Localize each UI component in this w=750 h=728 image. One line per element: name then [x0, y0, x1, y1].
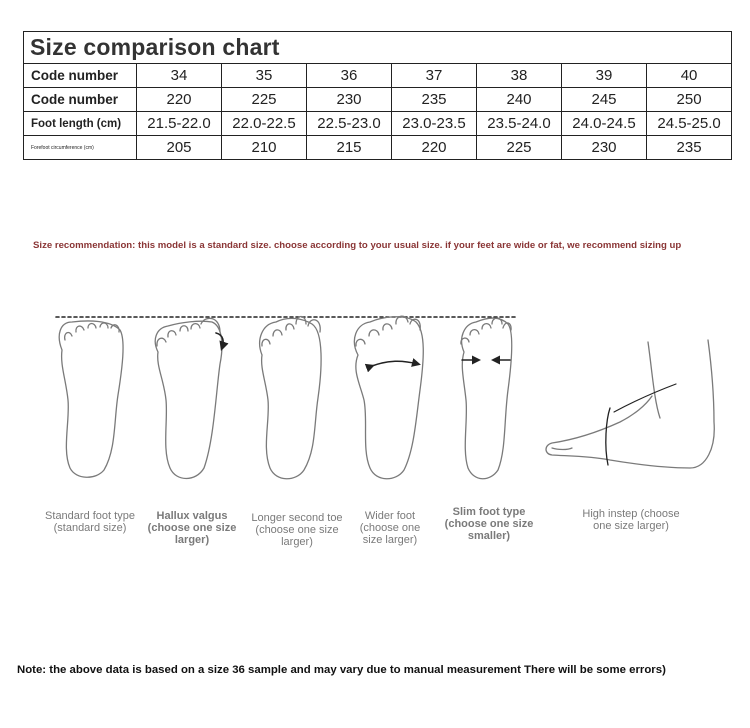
table-cell: 230	[307, 88, 392, 112]
table-cell: 215	[307, 136, 392, 160]
table-row	[24, 64, 732, 88]
table-cell: 230	[562, 136, 647, 160]
table-cell: 220	[392, 136, 477, 160]
caption-high-instep: High instep (choose one size larger)	[582, 508, 680, 532]
size-recommendation: Size recommendation: this model is a standard size. choose according to your usual size. if your feet are wide or fat, we recommend sizing up	[33, 240, 682, 251]
table-row	[24, 112, 732, 136]
table-cell: 250	[647, 88, 732, 112]
foot-types-illustration	[0, 300, 750, 490]
table-cell: 38	[477, 64, 562, 88]
table-cell: 22.0-22.5	[222, 112, 307, 136]
caption-standard-foot: Standard foot type (standard size)	[45, 510, 135, 534]
table-cell: 205	[137, 136, 222, 160]
table-cell: 225	[222, 88, 307, 112]
measurement-note: Note: the above data is based on a size 36 sample and may vary due to manual measurement There will be some errors)	[17, 664, 666, 676]
wider-foot-icon	[354, 316, 423, 479]
caption-wider-foot: Wider foot (choose one size larger)	[359, 510, 421, 546]
table-cell: 36	[307, 64, 392, 88]
size-comparison-chart	[23, 31, 731, 160]
table-cell: 35	[222, 64, 307, 88]
longer-second-toe-foot-icon	[260, 317, 321, 479]
standard-foot-icon	[59, 321, 123, 477]
table-cell: 22.5-23.0	[307, 112, 392, 136]
slim-foot-icon	[461, 318, 512, 479]
table-cell: 23.5-24.0	[477, 112, 562, 136]
table-cell: 24.0-24.5	[562, 112, 647, 136]
row-label: Code number	[24, 88, 137, 112]
size-table	[23, 31, 732, 160]
table-row	[24, 88, 732, 112]
table-cell: 220	[137, 88, 222, 112]
table-cell: 24.5-25.0	[647, 112, 732, 136]
table-cell: 235	[392, 88, 477, 112]
table-cell: 34	[137, 64, 222, 88]
hallux-valgus-foot-icon	[155, 318, 223, 478]
table-cell: 210	[222, 136, 307, 160]
high-instep-foot-icon	[546, 340, 714, 468]
chart-title: Size comparison chart	[24, 32, 732, 64]
row-label: Foot length (cm)	[24, 112, 137, 136]
row-label: Forefoot circumference (cm)	[24, 136, 137, 160]
table-cell: 23.0-23.5	[392, 112, 477, 136]
table-cell: 245	[562, 88, 647, 112]
table-cell: 225	[477, 136, 562, 160]
table-cell: 40	[647, 64, 732, 88]
caption-longer-second-toe: Longer second toe (choose one size larger)	[251, 512, 343, 548]
table-cell: 21.5-22.0	[137, 112, 222, 136]
table-cell: 39	[562, 64, 647, 88]
table-cell: 37	[392, 64, 477, 88]
table-row	[24, 136, 732, 160]
table-cell: 240	[477, 88, 562, 112]
caption-hallux-valgus: Hallux valgus (choose one size larger)	[147, 510, 237, 546]
table-cell: 235	[647, 136, 732, 160]
row-label: Code number	[24, 64, 137, 88]
caption-slim-foot: Slim foot type (choose one size smaller)	[444, 506, 534, 542]
